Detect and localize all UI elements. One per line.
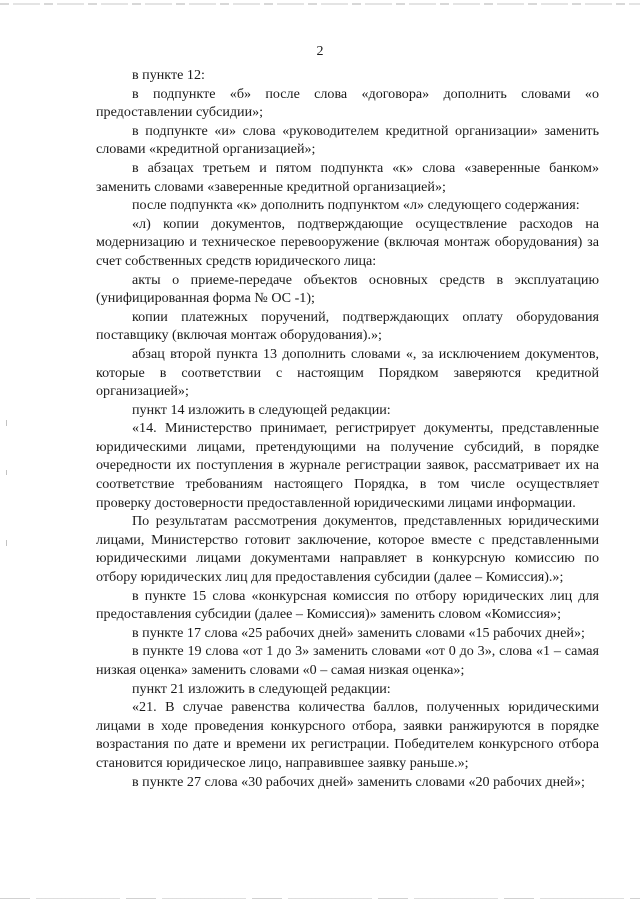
paragraph: По результатам рассмотрения документов, представленных юридическими лицами, Министерство готовит заключение, которое вместе с представленными юридическими лицами документами направляет в конкурсную комиссию по отбору юридических лиц для предоставления субсидии (далее – Комиссия).»; [96,513,599,586]
paragraph: в пункте 12: [132,67,205,83]
paragraph: в абзацах третьем и пятом подпункта «к» слова «заверенные банком» заменить словами «заверенные кредитной организацией»; [96,159,599,195]
paragraph: «л) копии документов, подтверждающие осуществление расходов на модернизацию и техническое перевооружение (включая монтаж оборудования) за счет собственных средств юридического лица: [96,215,599,269]
paragraph: пункт 21 изложить в следующей редакции: [132,680,391,697]
scan-margin-mark [6,470,7,475]
paragraph: в пункте 17 слова «25 рабочих дней» заменить словами «15 рабочих дней»; [132,624,585,641]
paragraph: «14. Министерство принимает, регистрирует документы, представленные юридическими лицами, претендующими на получение субсидий, в порядке очередности их поступления в журнале регистрации заявок, рассматривает их на соответствие требованиям настоящего Порядка, в том числе осуществляет проверку достоверности предоставленной юридическими лицами информации. [96,420,599,511]
scan-margin-mark [6,540,7,546]
paragraph: пункт 14 изложить в следующей редакции: [132,401,391,418]
scan-edge-bottom [0,898,640,899]
paragraph: в пункте 27 слова «30 рабочих дней» заменить словами «20 рабочих дней»; [132,773,585,790]
paragraph: в подпункте «и» слова «руководителем кредитной организации» заменить словами «кредитной организацией»; [96,122,599,158]
scan-edge-top [0,3,640,5]
page-number: 2 [316,44,324,59]
paragraph: «21. В случае равенства количества баллов, полученных юридическими лицами в ходе проведения конкурсного отбора, заявки ранжируются в порядке возрастания по дате и времени их регистрации. Победителем конкурсного отбора становится юридическое лицо, направившее заявку раньше.»; [96,699,599,771]
document-body [96,66,599,791]
paragraph: абзац второй пункта 13 дополнить словами «, за исключением документов, которые в соответствии с настоящим Порядком заверяются кредитной организацией»; [96,345,599,400]
paragraph: в пункте 15 слова «конкурсная комиссия по отбору юридических лиц для предоставления субсидии (далее – Комиссия)» заменить словом «Комиссия»; [96,587,599,623]
scan-margin-mark [6,420,7,426]
paragraph: после подпункта «к» дополнить подпунктом «л» следующего содержания: [132,197,580,214]
paragraph: в подпункте «б» после слова «договора» дополнить словами «о предоставлении субсидии»; [96,85,599,121]
paragraph: акты о приеме-передаче объектов основных средств в эксплуатацию (унифицированная форма № ОС -1); [96,271,599,307]
paragraph: копии платежных поручений, подтверждающих оплату оборудования поставщику (включая монтаж оборудования).»; [96,308,599,344]
paragraph: в пункте 19 слова «от 1 до 3» заменить словами «от 0 до 3», слова «1 – самая низкая оценка» заменить словами «0 – самая низкая оценка»; [96,643,599,678]
